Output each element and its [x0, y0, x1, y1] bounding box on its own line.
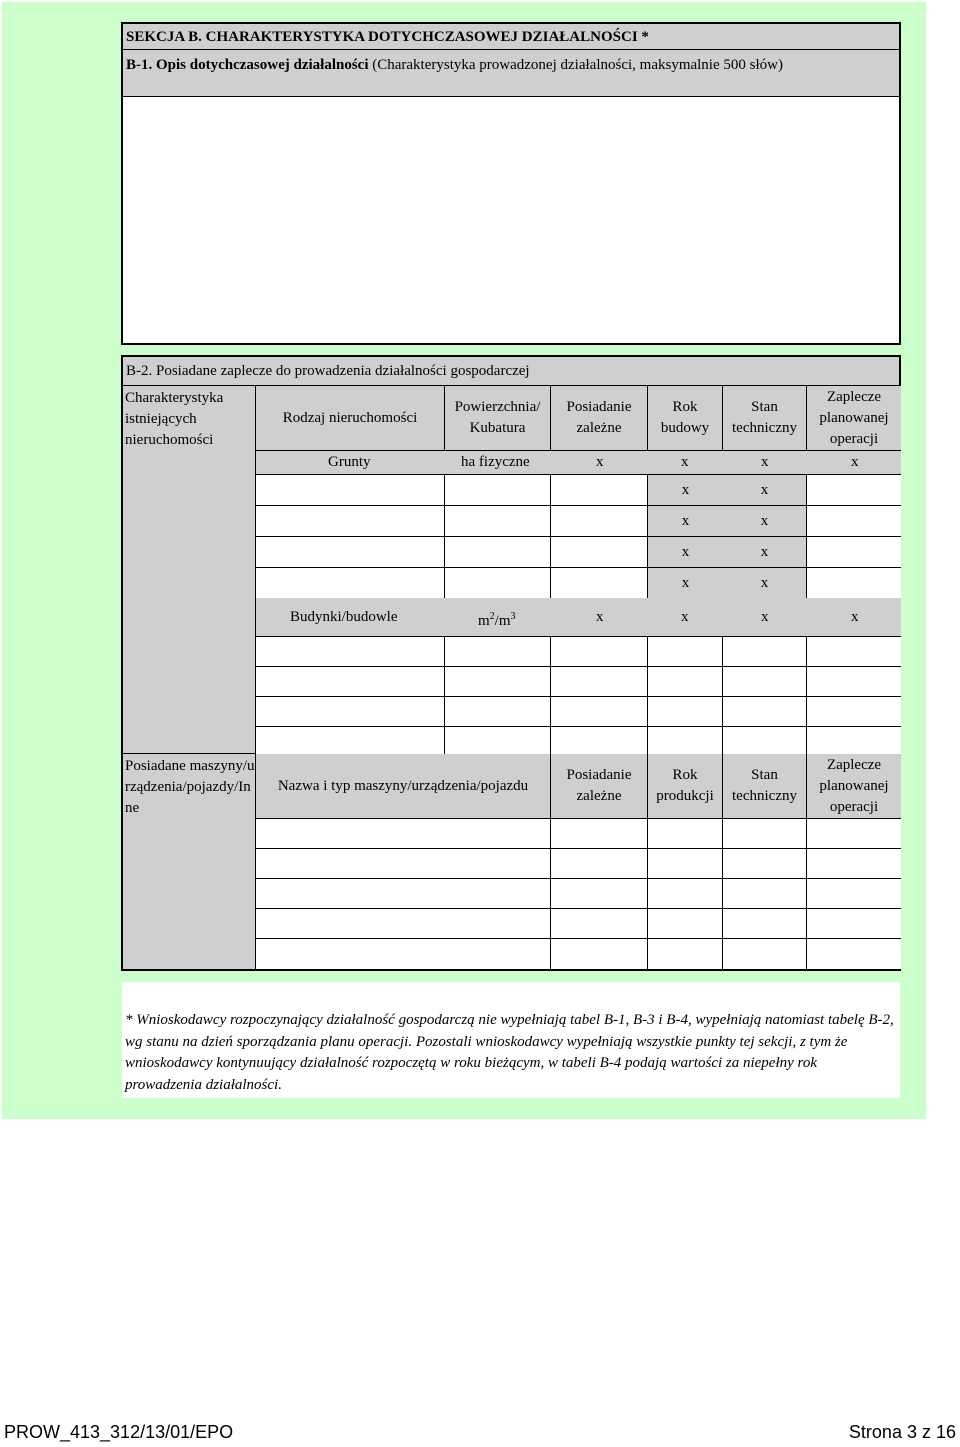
grunty-row4-zaplecze[interactable]: [807, 568, 901, 599]
header-posiadanie: Posiadanie zależne: [551, 386, 648, 451]
grunty-row: [256, 451, 901, 474]
b2-side-label-machines: Posiadane maszyny/urządzenia/pojazdy/Inne: [123, 754, 256, 969]
machines-row4-nazwa[interactable]: [256, 909, 551, 939]
machines-header-zaplecze: Zaplecze planowanej operacji: [807, 754, 901, 819]
section-b1-box: [121, 22, 901, 345]
grunty-row2-posiadanie[interactable]: [551, 506, 648, 537]
b2-properties-grid: [256, 386, 901, 754]
b1-note: (Charakterystyka prowadzonej działalności, maksymalnie 500 słów): [372, 57, 783, 73]
budynki-row4-powierzchnia[interactable]: [445, 727, 551, 755]
machines-row4-posiadanie[interactable]: [551, 909, 648, 939]
machines-row2-rok[interactable]: [648, 849, 723, 879]
machines-header-rok: Rok produkcji: [648, 754, 723, 819]
budynki-x-stan: x: [761, 609, 769, 625]
grunty-row1-zaplecze[interactable]: [807, 475, 901, 506]
budynki-unit-sup2: 3: [510, 611, 516, 622]
grunty-row1-powierzchnia[interactable]: [445, 475, 551, 506]
b2-side-label-properties: Charakterystyka istniejących nieruchomości: [123, 386, 256, 754]
budynki-label: Budynki/budowle: [290, 609, 398, 625]
budynki-x-zaplecze: x: [851, 609, 859, 625]
machines-row5-posiadanie[interactable]: [551, 939, 648, 969]
machines-row4-stan[interactable]: [723, 909, 807, 939]
grunty-x-rok: x: [681, 454, 689, 470]
machines-row1-rok[interactable]: [648, 819, 723, 849]
grunty-x-posiadanie: x: [596, 454, 604, 470]
budynki-row3-rodzaj[interactable]: [256, 697, 445, 727]
b2-machines-grid: [256, 754, 901, 969]
b1-label: B-1. Opis dotychczasowej działalności: [126, 57, 369, 73]
machines-row2-zaplecze[interactable]: [807, 849, 901, 879]
budynki-row4-rodzaj[interactable]: [256, 727, 445, 755]
header-stan: Stan techniczny: [723, 386, 807, 451]
footer-doc-code: PROW_413_312/13/01/EPO: [4, 1422, 234, 1442]
section-b2-box: [121, 355, 901, 971]
grunty-x-stan: x: [761, 454, 769, 470]
grunty-unit: ha fizyczne: [461, 454, 530, 470]
grunty-row4-posiadanie[interactable]: [551, 568, 648, 599]
grunty-row3-stan: x: [723, 537, 807, 568]
b1-header: [123, 50, 899, 97]
section-b-title: SEKCJA B. CHARAKTERYSTYKA DOTYCHCZASOWEJ DZIAŁALNOŚCI *: [123, 24, 899, 50]
machines-row5-nazwa[interactable]: [256, 939, 551, 969]
budynki-x-posiadanie: x: [596, 609, 604, 625]
budynki-row3-powierzchnia[interactable]: [445, 697, 551, 727]
budynki-row1-powierzchnia[interactable]: [445, 637, 551, 667]
header-rok-budowy: Rok budowy: [648, 386, 723, 451]
machines-row3-posiadanie[interactable]: [551, 879, 648, 909]
budynki-row1-rodzaj[interactable]: [256, 637, 445, 667]
budynki-row2-rodzaj[interactable]: [256, 667, 445, 697]
budynki-row2-stan[interactable]: [723, 667, 807, 697]
grunty-row1-rodzaj[interactable]: [256, 475, 445, 506]
grunty-row1-stan: x: [723, 475, 807, 506]
machines-row1-stan[interactable]: [723, 819, 807, 849]
budynki-entry-rows: [256, 636, 901, 754]
grunty-row2-rok: x: [648, 506, 723, 537]
machines-row1-nazwa[interactable]: [256, 819, 551, 849]
budynki-row3-rok[interactable]: [648, 697, 723, 727]
grunty-row1-posiadanie[interactable]: [551, 475, 648, 506]
grunty-label: Grunty: [328, 454, 371, 470]
machines-row3-rok[interactable]: [648, 879, 723, 909]
grunty-row2-powierzchnia[interactable]: [445, 506, 551, 537]
grunty-entry-rows: [256, 474, 901, 598]
b1-description-field[interactable]: [123, 97, 899, 343]
budynki-row1-rok[interactable]: [648, 637, 723, 667]
grunty-row3-zaplecze[interactable]: [807, 537, 901, 568]
machines-row1-zaplecze[interactable]: [807, 819, 901, 849]
machines-header-stan: Stan techniczny: [723, 754, 807, 819]
budynki-unit-sup1: 2: [489, 611, 495, 622]
budynki-row4-posiadanie[interactable]: [551, 727, 648, 755]
budynki-row: [256, 598, 901, 636]
budynki-row2-posiadanie[interactable]: [551, 667, 648, 697]
budynki-row3-zaplecze[interactable]: [807, 697, 901, 727]
grunty-row2-stan: x: [723, 506, 807, 537]
machines-row5-stan[interactable]: [723, 939, 807, 969]
budynki-x-rok: x: [681, 609, 689, 625]
budynki-row4-stan[interactable]: [723, 727, 807, 755]
budynki-row1-posiadanie[interactable]: [551, 637, 648, 667]
footer-page-number: Strona 3 z 16: [848, 1422, 956, 1442]
grunty-row2-zaplecze[interactable]: [807, 506, 901, 537]
budynki-unit: [478, 598, 516, 640]
machines-header-nazwa: Nazwa i typ maszyny/urządzenia/pojazdu: [256, 754, 551, 819]
grunty-row3-rok: x: [648, 537, 723, 568]
machines-row3-nazwa[interactable]: [256, 879, 551, 909]
budynki-row1-stan[interactable]: [723, 637, 807, 667]
machines-header-posiadanie: Posiadanie zależne: [551, 754, 648, 819]
budynki-row2-rok[interactable]: [648, 667, 723, 697]
machines-row2-stan[interactable]: [723, 849, 807, 879]
grunty-row4-rok: x: [648, 568, 723, 599]
machines-row3-zaplecze[interactable]: [807, 879, 901, 909]
grunty-x-zaplecze: x: [851, 454, 859, 470]
budynki-row3-stan[interactable]: [723, 697, 807, 727]
grunty-row3-posiadanie[interactable]: [551, 537, 648, 568]
header-rodzaj: Rodzaj nieruchomości: [256, 386, 445, 451]
budynki-row2-powierzchnia[interactable]: [445, 667, 551, 697]
b2-title: B-2. Posiadane zaplecze do prowadzenia działalności gospodarczej: [123, 357, 899, 386]
budynki-row1-zaplecze[interactable]: [807, 637, 901, 667]
machines-row2-posiadanie[interactable]: [551, 849, 648, 879]
grunty-row3-powierzchnia[interactable]: [445, 537, 551, 568]
budynki-row3-posiadanie[interactable]: [551, 697, 648, 727]
budynki-unit-base: m: [478, 613, 490, 629]
footnote: * Wnioskodawcy rozpoczynający działalność gospodarczą nie wypełniają tabel B-1, B-3 i B-4, wypełniają natomiast tabelę B-2, wg stanu na dzień sporządzania planu operacji. Pozostali wnioskodawcy wypełniają wszystkie punkty tej sekcji, z tym że wnioskodawcy kontynuujący działalność rozpoczętą w roku bieżącym, w tabeli B-4 podają wartości za niepełny rok prowadzenia działalności.: [122, 982, 900, 1098]
machines-row4-rok[interactable]: [648, 909, 723, 939]
budynki-row4-zaplecze[interactable]: [807, 727, 901, 755]
grunty-row4-powierzchnia[interactable]: [445, 568, 551, 599]
machines-row1-posiadanie[interactable]: [551, 819, 648, 849]
machines-row5-zaplecze[interactable]: [807, 939, 901, 969]
grunty-row2-rodzaj[interactable]: [256, 506, 445, 537]
machines-row5-rok[interactable]: [648, 939, 723, 969]
machines-row3-stan[interactable]: [723, 879, 807, 909]
header-powierzchnia: Powierzchnia/ Kubatura: [445, 386, 551, 451]
machines-row2-nazwa[interactable]: [256, 849, 551, 879]
budynki-row2-zaplecze[interactable]: [807, 667, 901, 697]
grunty-row4-rodzaj[interactable]: [256, 568, 445, 599]
header-zaplecze: Zaplecze planowanej operacji: [807, 386, 901, 451]
budynki-unit-mid: /m: [494, 613, 511, 629]
machines-row4-zaplecze[interactable]: [807, 909, 901, 939]
grunty-row1-rok: x: [648, 475, 723, 506]
grunty-row4-stan: x: [723, 568, 807, 599]
grunty-row3-rodzaj[interactable]: [256, 537, 445, 568]
budynki-row4-rok[interactable]: [648, 727, 723, 755]
